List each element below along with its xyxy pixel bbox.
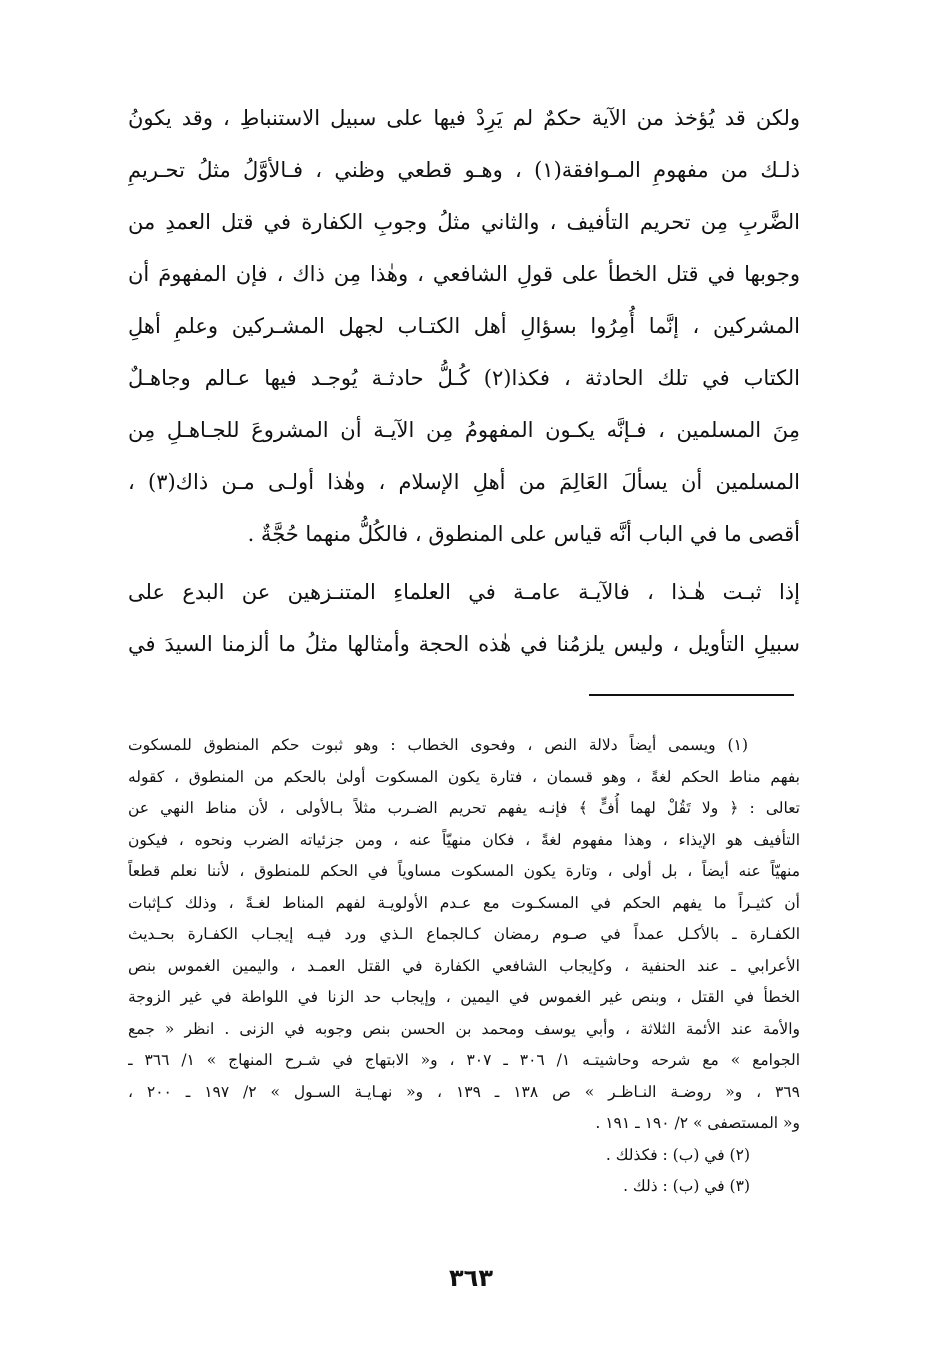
footnote-separator [589, 694, 794, 696]
main-paragraph-1 [128, 92, 800, 560]
footnote-line: تعالى : ﴿ ولا تَقُلْ لهما أُفٍّ ﴾ فإنـه يفهم تحريم الضـرب مثلاً بـالأولى ، لأن مناط النهي عن [128, 799, 800, 817]
footnote-3: (٣) في (ب) : ذلك . [623, 1177, 750, 1195]
text-line: المشركين ، إنَّما أُمِرُوا بسؤالِ أهل الكتـاب لجهل المشـركين وعلمِ أهلِ [128, 314, 800, 338]
footnote-2: (٢) في (ب) : فكذلك . [605, 1145, 750, 1164]
text-line: وجوبها في قتل الخطأ على قولِ الشافعي ، وهٰذا مِن ذاك ، فإن المفهومَ أن [128, 262, 800, 286]
footnote-line: الخطأ في القتل ، وبنص غير الغموس في اليمين ، وإيجاب حد الزنا في اللواطة في غير الزوجة [128, 988, 800, 1006]
text-line: المسلمين أن يسألَ العَالِمَ من أهلِ الإسلام ، وهٰذا أولـى مـن ذاك(٣) ، [128, 470, 800, 494]
main-paragraph-2 [128, 566, 800, 670]
footnote-line: الأعرابي ـ عند الحنفية ، وكإيجاب الشافعي الكفارة في القتل العمـد ، واليمين الغموس بنص [128, 956, 800, 975]
footnote-line: بفهم مناط الحكم لغةً ، وهو قسمان ، فتارة يكون المسكوت أولىٰ بالحكم من المنطوق ، كقوله [128, 767, 800, 786]
footnotes [128, 730, 800, 1203]
footnote-line: و« المستصفى » ٢/ ١٩٠ ـ ١٩١ . [595, 1114, 800, 1132]
text-line: ولكن قد يُؤخذ من الآية حكمٌ لم يَرِدْ فيها على سبيل الاستنباطِ ، وقد يكونُ [128, 106, 800, 130]
footnote-line: ٣٦٩ ، و« روضـة النـاظـر » ص ١٣٨ ـ ١٣٩ ، و« نهـايـة السـول » ٢/ ١٩٧ ـ ٢٠٠ ، [128, 1082, 800, 1101]
text-line: سبيلِ التأويل ، وليس يلزمُنا في هٰذه الحجة وأمثالها مثلُ ما ألزمنا السيدَ في [128, 632, 800, 656]
footnote-line: منهيّاً عنه أيضاً ، بل أولى ، وتارة يكون المسكوت مساوياً في الحكم للمنطوق ، لأننا نعلم قطعاً [128, 862, 800, 880]
footnote-line: التأفيف هو الإيذاء ، وهذا مفهوم لغةً ، فكان منهيّاً عنه ، ومن جزئياته الضرب ونحوه ، فيكون [128, 830, 800, 849]
footnote-line: الكفـارة ـ بالأكـل عمداً في صـوم رمضان كـالجماع الـذي ورد فيـه إيجـاب الكفـارة بحـديث [128, 925, 800, 943]
footnote-line: أن كثيـراً ما يفهم الحكم في المسكـوت مع عـدم الأولويـة لفهم المناط لغـةً ، وذلك كـإثبات [128, 893, 800, 912]
page-number: ٣٦٣ [449, 1264, 493, 1292]
text-line: أقصى ما في الباب أنَّه قياس على المنطوق ، فالكُلُّ منهما حُجَّةٌ . [247, 522, 800, 546]
text-line: الضَّربِ مِن تحريم التأفيف ، والثاني مثلُ وجوبِ الكفارة في قتل العمدِ من [128, 210, 800, 234]
footnote-line: (١) ويسمى أيضاً دلالة النص ، وفحوى الخطاب : وهو ثبوت حكم المنطوق للمسكوت [128, 736, 748, 754]
footnote-1 [128, 730, 800, 1140]
footnote-line: الجوامع » مع شرحه وحاشيتـه ١/ ٣٠٦ ـ ٣٠٧ ، و« الابتهاج في شـرح المنهاج » ١/ ٣٦٦ ـ [128, 1051, 800, 1069]
text-line: ذلـك من مفهومِ المـوافقة(١) ، وهـو قطعي وظني ، فـالأوَّلُ مثلُ تحـريمِ [128, 158, 800, 182]
text-line: الكتاب في تلك الحادثة ، فكذا(٢) كُـلُّ حادثـة يُوجـد فيها عـالم وجاهـلٌ [128, 366, 800, 390]
footnote-line: والأمة عند الأئمة الثلاثة ، وأبي يوسف ومحمد بن الحسن بنص وجوبه في الزنى . انظر « جمع [128, 1019, 800, 1038]
text-line: إذا ثبـت هٰـذا ، فالآيـة عامـة في العلماءِ المتنـزهين عن البدع على [128, 580, 800, 604]
text-line: مِنَ المسلمين ، فـإنَّه يكـون المفهومُ مِن الآيـة أن المشروعَ للجـاهـلِ مِن [128, 418, 800, 442]
